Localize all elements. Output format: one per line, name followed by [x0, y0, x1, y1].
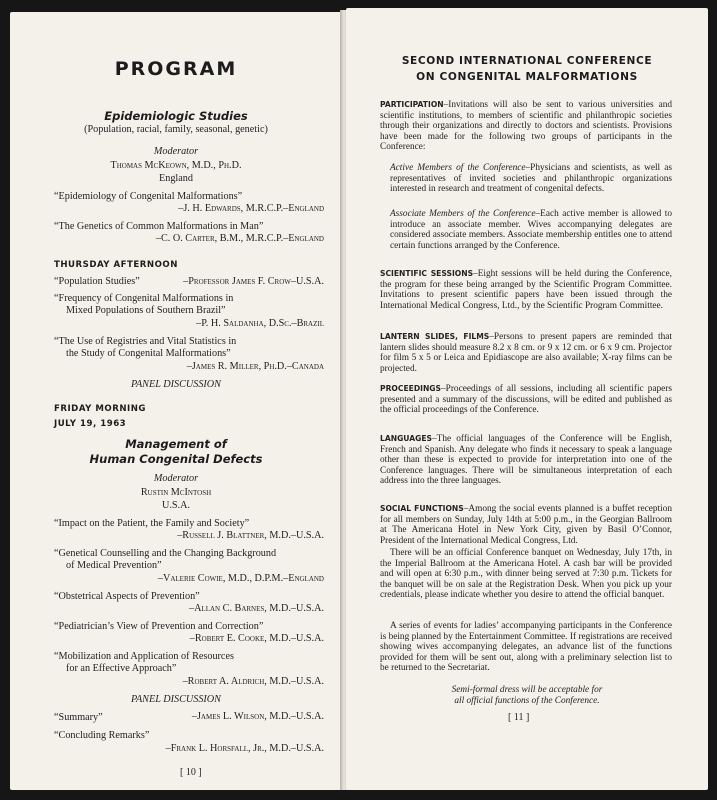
page-number: [ 11 ] — [508, 712, 530, 723]
talk-speaker: –Allan C. Barnes, M.D.–U.S.A. — [188, 603, 324, 614]
right-page — [346, 8, 708, 790]
talk-title: “Obstetrical Aspects of Prevention” — [54, 591, 200, 602]
talk-title: “Frequency of Congenital Malformations in — [54, 293, 234, 304]
active-members-label: Active Members of the Conference — [390, 163, 526, 173]
talk-speaker: –Robert E. Cooke, M.D.–U.S.A. — [189, 633, 324, 644]
session-heading-management-2: Human Congenital Defects — [89, 452, 263, 466]
left-page — [10, 12, 342, 790]
conference-title-line-1: SECOND INTERNATIONAL CONFERENCE — [401, 55, 653, 67]
ladies-events-paragraph: A series of events for ladies’ accompanying participants in the Conference is being planned by the Entertainment Committee. If registrations are received showing wives accompanying delegates, an advance list of the functions provided for them will be sent out, along with a preliminary selection list to be returned to the Secretariat. — [380, 621, 672, 674]
moderator-name: Rustin McIntosh — [140, 487, 212, 498]
panel-discussion: PANEL DISCUSSION — [131, 694, 221, 705]
lantern-slides-label: LANTERN SLIDES, FILMS — [380, 332, 490, 341]
talk-speaker: –Robert A. Aldrich, M.D.–U.S.A. — [182, 676, 324, 687]
social-functions-label: SOCIAL FUNCTIONS — [380, 504, 464, 513]
talk-speaker: –P. H. Saldanha, D.Sc.–Brazil — [196, 318, 324, 329]
moderator-country: England — [159, 173, 193, 184]
talk-title-cont: of Medical Prevention” — [66, 560, 162, 571]
talk-title: “Epidemiology of Congenital Malformations” — [54, 191, 243, 202]
talk-speaker: –James L. Wilson, M.D.–U.S.A. — [191, 711, 324, 722]
languages-paragraph: LANGUAGES–The official languages of the Conference will be English, French and Spanish. Any delegate who finds it necessary to speak a language other than these is expected to provide for interpretation into one of the Conference languages. There will be simultaneous interpretation of each address into the three languages. — [380, 434, 672, 487]
social-functions-paragraph: SOCIAL FUNCTIONS–Among the social events planned is a buffet reception for all members on Sunday, July 14th at 5:00 p.m., in the Georgian Ballroom at The Americana Hotel in New York City, given by Basil O’Connor, President of the International Medical Congress, Ltd. — [380, 504, 672, 546]
scientific-sessions-paragraph: SCIENTIFIC SESSIONS–Eight sessions will be held during the Conference, the program for these being arranged by the Scientific Program Committee. Invitations to present scientific papers have been issued through the International Medical Congress, Ltd., by the Scientific Program Committee. — [380, 269, 672, 311]
talk-speaker: –Professor James F. Crow–U.S.A. — [183, 276, 324, 287]
talk-title-cont: the Study of Congenital Malformations” — [66, 348, 231, 359]
thursday-afternoon-heading: THURSDAY AFTERNOON — [54, 260, 178, 270]
talk-speaker: –Valerie Cowie, M.D., D.P.M.–England — [157, 573, 324, 584]
proceedings-label: PROCEEDINGS — [380, 384, 442, 393]
session-heading-management: Management of — [125, 437, 227, 451]
talk-speaker: –Russell J. Blattner, M.D.–U.S.A. — [177, 530, 324, 541]
participation-paragraph: PARTICIPATION–Invitations will also be sent to various universities and scientific institutions, to members of scientific and philanthropic societies through their organizations and directly to doctors and scientists. Provisions have been made for the following two groups of participants in the Conference: — [380, 100, 672, 153]
panel-discussion: PANEL DISCUSSION — [131, 379, 221, 390]
lantern-slides-paragraph: LANTERN SLIDES, FILMS–Persons to present papers are reminded that lantern slides should measure 8.2 x 8 cm. or 9 x 12 cm. or 6 x 9 cm. Projector for film 5 x 5 or Leica and Epidiascope are also available; X-ray films can be projected. — [380, 332, 672, 374]
scientific-sessions-label: SCIENTIFIC SESSIONS — [380, 269, 474, 278]
page-number: [ 10 ] — [180, 767, 202, 778]
moderator-country: U.S.A. — [161, 500, 191, 511]
talk-title: “The Use of Registries and Vital Statistics in — [54, 336, 237, 347]
talk-speaker: –C. O. Carter, B.M., M.R.C.P.–England — [155, 233, 324, 244]
participation-label: PARTICIPATION — [380, 100, 444, 109]
associate-members-paragraph: Associate Members of the Conference–Each active member is allowed to introduce an associate member. Wives accompanying delegates are considered associate members. Associate membership entitles one to attend certain functions arranged by the Conference. — [390, 209, 672, 251]
program-title: PROGRAM — [114, 58, 238, 80]
talk-title: “Impact on the Patient, the Family and Society” — [54, 518, 250, 529]
talk-title: “The Genetics of Common Malformations in Man” — [54, 221, 264, 232]
session-heading-epidemiologic: Epidemiologic Studies — [104, 109, 248, 123]
talk-title: “Pediatrician’s View of Prevention and Correction” — [54, 621, 264, 632]
moderator-label: Moderator — [153, 146, 199, 157]
talk-speaker: –James R. Miller, Ph.D.–Canada — [186, 361, 324, 372]
moderator-name: Thomas McKeown, M.D., Ph.D. — [110, 160, 242, 171]
conference-title-line-2: ON CONGENITAL MALFORMATIONS — [416, 71, 638, 83]
moderator-label: Moderator — [153, 473, 199, 484]
dress-note-line-2: all official functions of the Conference. — [454, 696, 600, 706]
active-members-paragraph: Active Members of the Conference–Physicians and scientists, as well as representatives of invited societies and philanthropic organizations interested in research and treatment of congenital defects. — [390, 163, 672, 195]
talk-title: “Mobilization and Application of Resources — [54, 651, 234, 662]
talk-speaker: –J. H. Edwards, M.R.C.P.–England — [178, 203, 324, 214]
friday-morning-heading: FRIDAY MORNING — [54, 404, 146, 414]
talk-title: “Concluding Remarks” — [54, 730, 150, 741]
languages-label: LANGUAGES — [380, 434, 433, 443]
proceedings-paragraph: PROCEEDINGS–Proceedings of all sessions, including all scientific papers presented and a summary of the discussions, will be edited and published as the official proceedings of the Conference. — [380, 384, 672, 416]
dress-note-line-1: Semi-formal dress will be acceptable for — [451, 685, 603, 695]
friday-date: JULY 19, 1963 — [54, 419, 127, 429]
talk-title: “Summary” — [54, 712, 103, 723]
talk-title: “Population Studies” — [54, 276, 140, 287]
talk-title-cont: for an Effective Approach” — [66, 663, 177, 674]
talk-title-cont: Mixed Populations of Southern Brazil” — [66, 305, 226, 316]
talk-title: “Genetical Counselling and the Changing Background — [54, 548, 277, 559]
talk-speaker: –Frank L. Horsfall, Jr., M.D.–U.S.A. — [165, 743, 324, 754]
associate-members-label: Associate Members of the Conference — [390, 209, 536, 219]
banquet-paragraph: There will be an official Conference banquet on Wednesday, July 17th, in the Imperial Ballroom at the Americana Hotel. A cash bar will be provided and will open at 6:30 p.m., with dinner being served at 7:30 p.m. Tickets for the banquet will be on sale at the Registration Desk. When you pick up your credentials, please indicate whether you desire to attend the official banquet. — [380, 548, 672, 601]
session-subheading: (Population, racial, family, seasonal, genetic) — [84, 124, 268, 135]
